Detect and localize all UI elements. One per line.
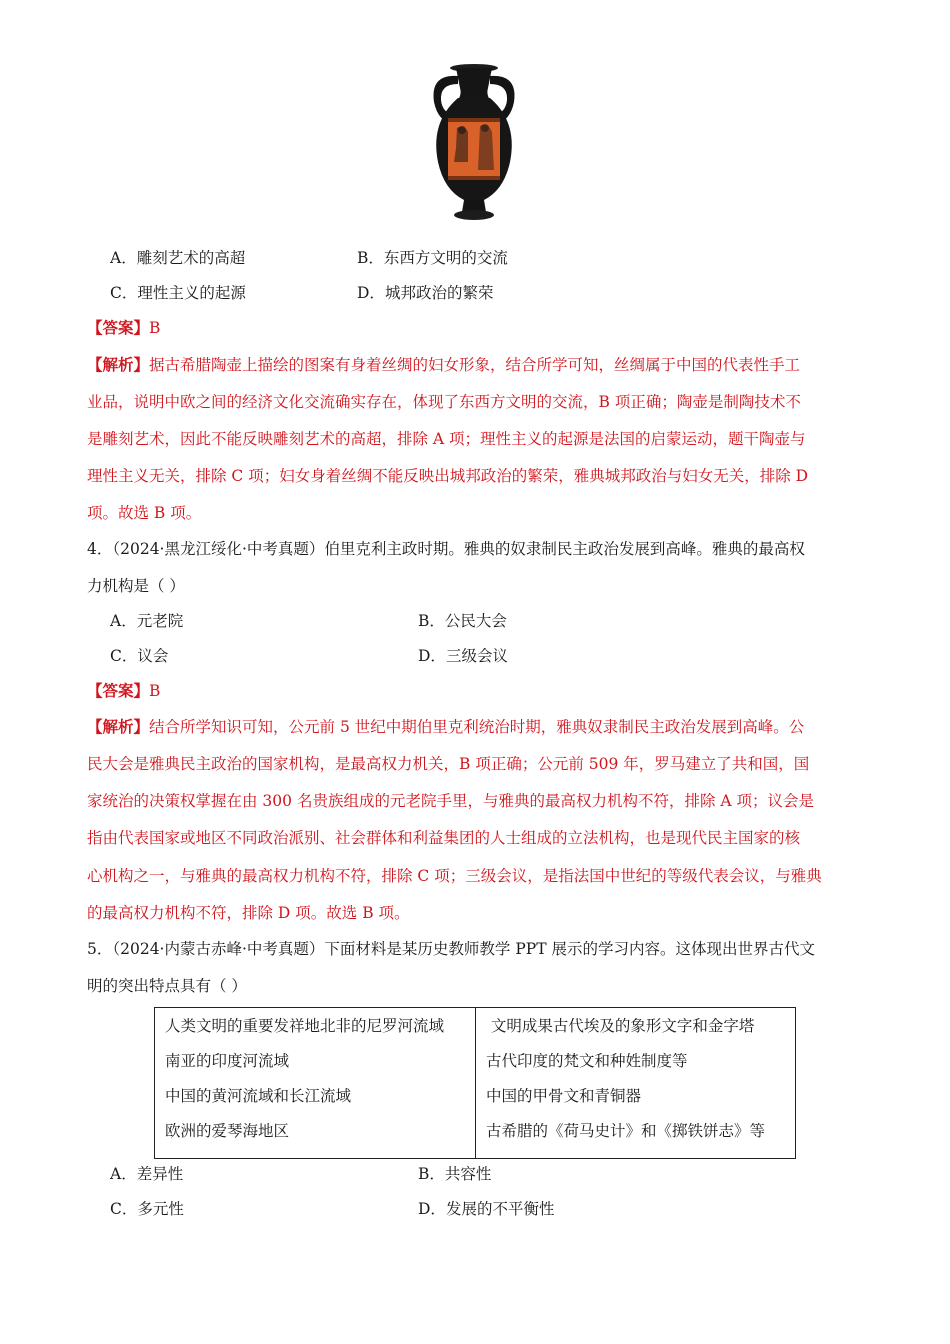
- q5-stem-line: 5．（2024·内蒙古赤峰·中考真题）下面材料是某历史教师教学 PPT 展示的学习内容。这体现出世界古代文: [87, 940, 815, 958]
- q4-analysis-line: 【解析】结合所学知识可知，公元前 5 世纪中期伯里克利统治时期，雅典奴隶制民主政治发展到高峰。公: [87, 717, 805, 736]
- q5-option-d: D．发展的不平衡性: [418, 1200, 555, 1218]
- q4-option-d: D．三级会议: [418, 647, 508, 665]
- q4-option-a: A．元老院: [110, 612, 184, 630]
- table-text: 古代印度的梵文和种姓制度等: [486, 1052, 688, 1070]
- q3-analysis-line: 项。故选 B 项。: [87, 504, 202, 522]
- table-text: 欧洲的爱琴海地区: [165, 1122, 290, 1140]
- q4-answer: 【答案】B: [87, 681, 161, 700]
- table-text: 南亚的印度河流域: [165, 1052, 290, 1070]
- q3-option-b: B．东西方文明的交流: [357, 249, 508, 267]
- q3-analysis-line: 是雕刻艺术，因此不能反映雕刻艺术的高超，排除 A 项；理性主义的起源是法国的启蒙运动，题干陶壶与: [87, 430, 806, 448]
- table-text: 文明成果古代埃及的象形文字和金字塔: [486, 1017, 755, 1035]
- table-text: 古希腊的《荷马史计》和《掷铁饼志》等: [486, 1122, 766, 1140]
- q5-option-c: C．多元性: [110, 1200, 184, 1218]
- q4-analysis-line: 家统治的决策权掌握在由 300 名贵族组成的元老院手里，与雅典的最高权力机构不符，排除 A 项；议会是: [87, 792, 814, 810]
- table-right-cell: [476, 1008, 796, 1159]
- q4-stem-line: 力机构是（ ）: [87, 577, 185, 595]
- q3-option-a: A．雕刻艺术的高超: [110, 249, 246, 267]
- q4-analysis-line: 的最高权力机构不符，排除 D 项。故选 B 项。: [87, 904, 410, 922]
- q4-option-c: C．议会: [110, 647, 169, 665]
- table-text: 中国的黄河流域和长江流域: [165, 1087, 352, 1105]
- q3-answer: 【答案】B: [87, 318, 161, 337]
- q3-analysis-line: 业品，说明中欧之间的经济文化交流确实存在，体现了东西方文明的交流，B 项正确；陶壶是制陶技术不: [87, 393, 801, 411]
- greek-amphora-image: [424, 62, 524, 224]
- q3-analysis-line: 【解析】据古希腊陶壶上描绘的图案有身着丝绸的妇女形象，结合所学可知，丝绸属于中国的代表性手工: [87, 355, 801, 374]
- table-text: 人类文明的重要发祥地北非的尼罗河流域: [165, 1017, 445, 1035]
- q3-option-c: C．理性主义的起源: [110, 284, 246, 302]
- q3-analysis-line: 理性主义无关，排除 C 项；妇女身着丝绸不能反映出城邦政治的繁荣，雅典城邦政治与妇女无关，排除 D: [87, 467, 809, 485]
- table-left-cell: [155, 1008, 476, 1159]
- q5-stem-line: 明的突出特点具有（ ）: [87, 977, 247, 995]
- q4-analysis-line: 心机构之一，与雅典的最高权力机构不符，排除 C 项；三级会议，是指法国中世纪的等级代表会议，与雅典: [87, 867, 822, 885]
- q4-analysis-line: 民大会是雅典民主政治的国家机构，是最高权力机关，B 项正确；公元前 509 年，罗马建立了共和国，国: [87, 755, 810, 773]
- q4-stem-line: 4．（2024·黑龙江绥化·中考真题）伯里克利主政时期。雅典的奴隶制民主政治发展到高峰。雅典的最高权: [87, 540, 805, 558]
- table-text: 中国的甲骨文和青铜器: [486, 1087, 642, 1105]
- q4-option-b: B．公民大会: [418, 612, 507, 630]
- q5-option-a: A．差异性: [110, 1165, 184, 1183]
- material-table: [154, 1007, 796, 1159]
- q5-option-b: B．共容性: [418, 1165, 492, 1183]
- q3-option-d: D．城邦政治的繁荣: [357, 284, 494, 302]
- q4-analysis-line: 指由代表国家或地区不同政治派别、社会群体和利益集团的人士组成的立法机构，也是现代民主国家的核: [87, 829, 801, 847]
